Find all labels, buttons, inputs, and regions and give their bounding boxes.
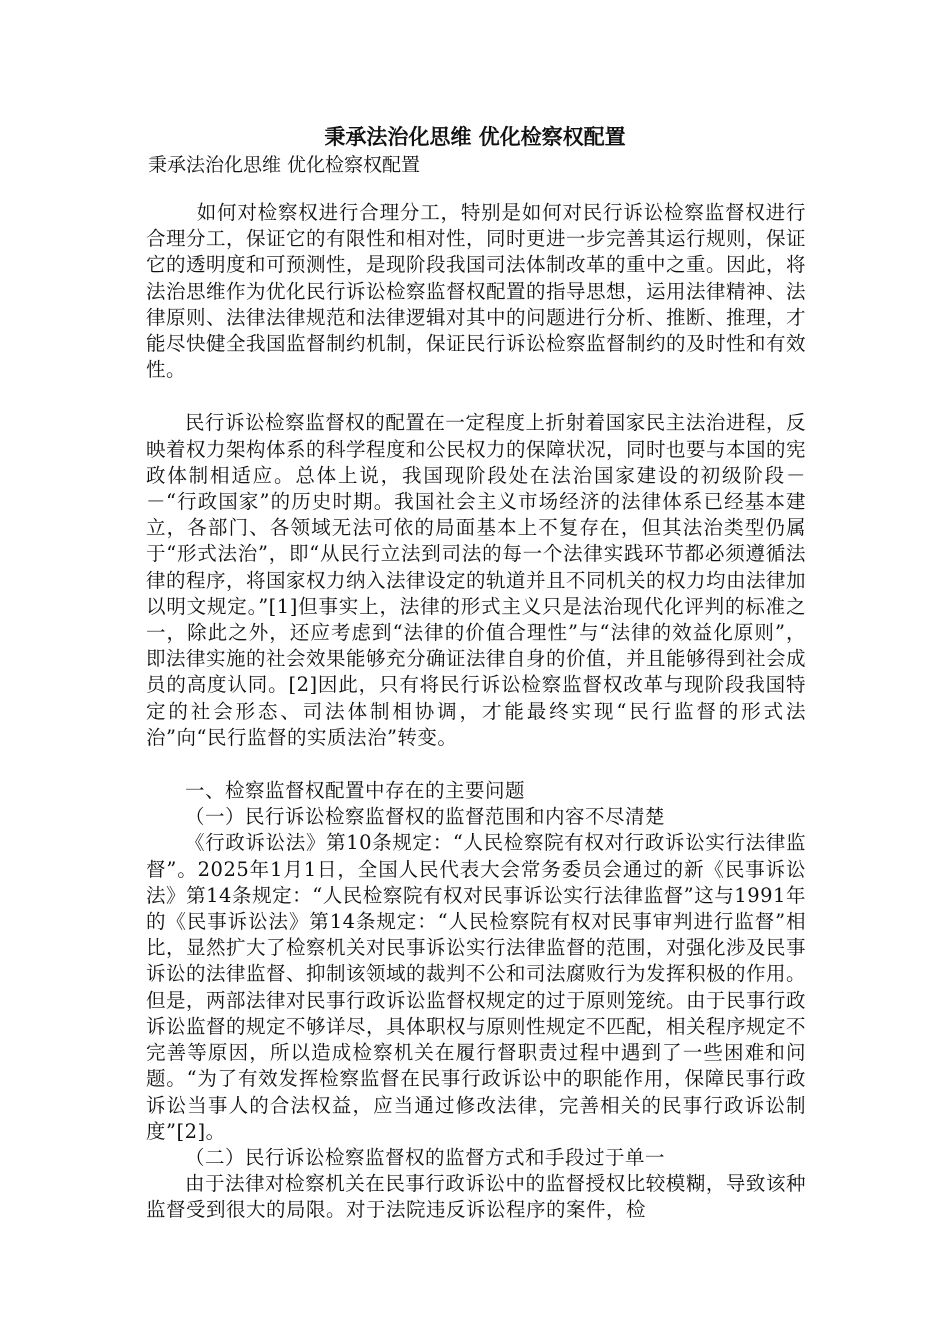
paragraph-spacer <box>146 383 806 410</box>
document-body <box>146 200 806 1224</box>
paragraph-background: 民行诉讼检察监督权的配置在一定程度上折射着国家民主法治进程，反映着权力架构体系的科学程度和公民权力的保障状况，同时也要与本国的宪政体制相适应。总体上说，我国现阶段处在法治国家建设的初级阶段－－“行政国家”的历史时期。我国社会主义市场经济的法律体系已经基本建立，各部门、各领域无法可依的局面基本上不复存在，但其法治类型仍属于“形式法治”，即“从民行立法到司法的每一个法律实践环节都必须遵循法律的程序，将国家权力纳入法律设定的轨道并且不同机关的权力均由法律加以明文规定。”[1]但事实上，法律的形式主义只是法治现代化评判的标准之一，除此之外，还应考虑到“法律的价值合理性”与“法律的效益化原则”，即法律实施的社会效果能够充分确证法律自身的价值，并且能够得到社会成员的高度认同。[2]因此，只有将民行诉讼检察监督权改革与现阶段我国特定的社会形态、司法体制相协调，才能最终实现“民行监督的形式法治”向“民行监督的实质法治”转变。 <box>146 411 807 749</box>
section-heading: 一、检察监督权配置中存在的主要问题 <box>185 779 526 803</box>
document-title: 秉承法治化思维 优化检察权配置 <box>324 125 626 149</box>
paragraph-methods: 由于法律对检察机关在民事行政诉讼中的监督授权比较模糊，导致该种监督受到很大的局限。对于法院违反诉讼程序的案件，检 <box>146 1172 806 1222</box>
paragraph-intro: 如何对检察权进行合理分工，特别是如何对民行诉讼检察监督权进行合理分工，保证它的有限性和相对性，同时更进一步完善其运行规则，保证它的透明度和可预测性，是现阶段我国司法体制改革的重中之重。因此，将法治思维作为优化民行诉讼检察监督权配置的指导思想，运用法律精神、法律原则、法律法律规范和法律逻辑对其中的问题进行分析、推断、推理，才能尽快健全我国监督制约机制，保证民行诉讼检察监督制约的及时性和有效性。 <box>146 201 807 382</box>
subsection-heading-1: （一）民行诉讼检察监督权的监督范围和内容不尽清楚 <box>185 805 666 829</box>
paragraph-spacer <box>146 751 806 778</box>
paragraph-scope: 《行政诉讼法》第10条规定：“人民检察院有权对行政诉讼实行法律监督”。2025年1月1日，全国人民代表大会常务委员会通过的新《民事诉讼法》第14条规定：“人民检察院有权对民事诉讼实行法律监督”这与1991年的《民事诉讼法》第14条规定：“人民检察院有权对民事审判进行监督”相比，显然扩大了检察机关对民事诉讼实行法律监督的范围，对强化涉及民事诉讼的法律监督、抑制该领域的裁判不公和司法腐败行为发挥积极的作用。但是，两部法律对民事行政诉讼监督权规定的过于原则笼统。由于民事行政诉讼监督的规定不够详尽，具体职权与原则性规定不匹配，相关程序规定不完善等原因，所以造成检察机关在履行督职责过程中遇到了一些困难和问题。“为了有效发挥检察监督在民事行政诉讼中的职能作用，保障民事行政诉讼当事人的合法权益，应当通过修改法律，完善相关的民事行政诉讼制度”[2]。 <box>146 831 807 1143</box>
subsection-heading-2: （二）民行诉讼检察监督权的监督方式和手段过于单一 <box>185 1145 666 1169</box>
document-subtitle: 秉承法治化思维 优化检察权配置 <box>148 154 421 176</box>
